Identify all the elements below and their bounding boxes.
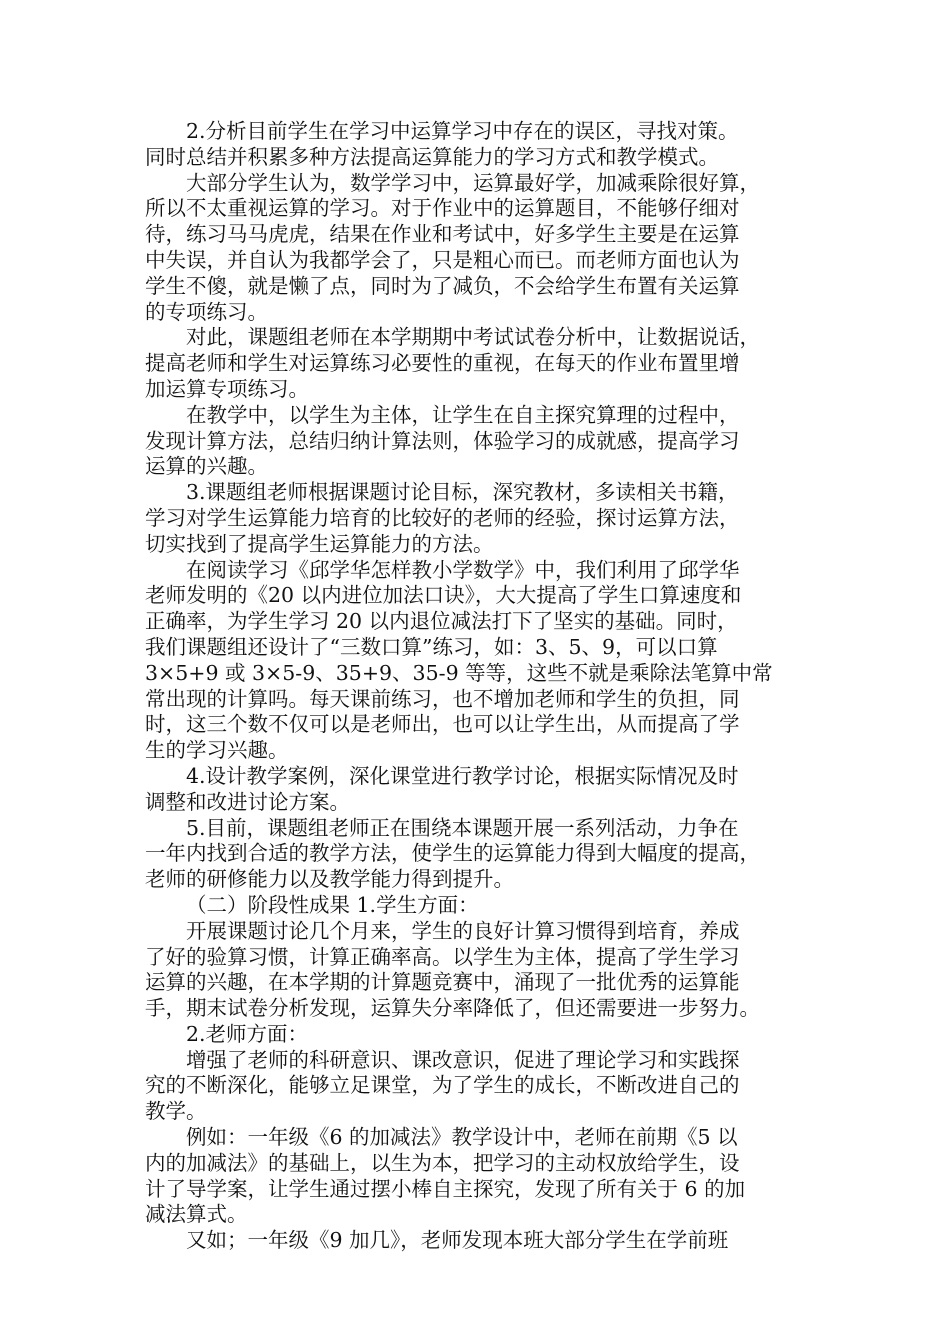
section-heading-stage-results: （二）阶段性成果 1.学生方面： [186,892,479,917]
paragraph-student-centered-teaching: 在教学中，以学生为主体，让学生在自主探究算理的过程中， 发现计算方法，总结归纳计算法则，体验学习的成就感，提高学习 运算的兴趣。 [145,402,740,479]
paragraph-example-two: 又如；一年级《9 加几》，老师发现本班大部分学生在学前班 [186,1228,729,1253]
section-heading-teacher-aspect: 2.老师方面： [186,1021,309,1046]
document-body [145,119,810,1254]
paragraph-exam-analysis: 对此，课题组老师在本学期期中考试试卷分析中，让数据说话， 提高老师和学生对运算练习必要性的重视，在每天的作业布置里增 加运算专项练习。 [145,325,760,401]
paragraph-reading-study: 在阅读学习《邱学华怎样教小学数学》中，我们利用了邱学华 老师发明的《20 以内进位加法口诀》，大大提高了学生口算速度和 正确率，为学生学习 20 以内退位减法打下了坚实的基础。同时， 我们课题组还设计了“三数口算”练习，如：3、5、9，可以口算 3×5+9 或 3×5-9、35+9、35-9 等等，这些不就是乘除法笔算中常 常出现的计算吗。每天课前练习，也不增加老师和学生的负担，同 时，这三个数不仅可以是老师出，也可以让学生出，从而提高了学 生的学习兴趣。 [145,557,773,763]
paragraph-example-one: 例如：一年级《6 的加减法》教学设计中，老师在前期《5 以 内的加减法》的基础上，以生为本，把学习的主动权放给学生，设 计了导学案，让学生通过摆小棒自主探究，发现了所有关于 6 的加 减法算式。 [145,1125,746,1227]
paragraph-research-methods: 3.课题组老师根据课题讨论目标，深究教材，多读相关书籍， 学习对学生运算能力培育的比较好的老师的经验，探讨运算方法， 切实找到了提高学生运算能力的方法。 [145,480,740,556]
paragraph-teaching-cases: 4.设计教学案例，深化课堂进行教学讨论，根据实际情况及时 调整和改进讨论方案。 [145,763,739,814]
paragraph-student-attitudes: 大部分学生认为，数学学习中，运算最好学，加减乘除很好算， 所以不太重视运算的学习。对于作业中的运算题目，不能够仔细对 待，练习马马虎虎，结果在作业和考试中，好多学生主要是在运算 中失误，并自认为我都学会了，只是粗心而已。而老师方面也认为 学生不傻，就是懒了点，同时为了减负，不会给学生布置有关运算 的专项练习。 [145,170,760,324]
paragraph-analysis-misconceptions: 2.分析目前学生在学习中运算学习中存在的误区，寻找对策。 同时总结并积累多种方法提高运算能力的学习方式和教学模式。 [145,119,739,169]
paragraph-student-outcomes: 开展课题讨论几个月来，学生的良好计算习惯得到培育，养成 了好的验算习惯，计算正确率高。以学生为主体，提高了学生学习 运算的兴趣，在本学期的计算题竞赛中，涌现了一批优秀的运算能 手，期末试卷分析发现，运算失分率降低了，但还需要进一步努力。 [145,918,760,1021]
paragraph-teacher-outcomes: 增强了老师的科研意识、课改意识，促进了理论学习和实践探 究的不断深化，能够立足课堂，为了学生的成长，不断改进自己的 教学。 [145,1047,740,1124]
paragraph-current-activities: 5.目前，课题组老师正在围绕本课题开展一系列活动，力争在 一年内找到合适的教学方法，使学生的运算能力得到大幅度的提高， 老师的研修能力以及教学能力得到提升。 [145,815,760,892]
